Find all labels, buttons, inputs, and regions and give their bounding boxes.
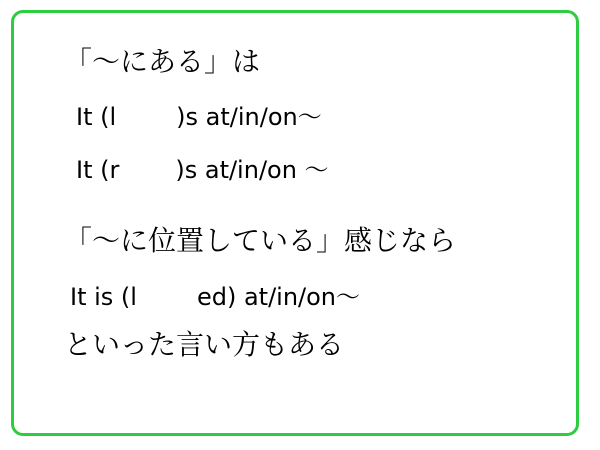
example-2-prefix: It (r xyxy=(76,156,120,184)
example-1-suffix: )s at/in/on～ xyxy=(176,103,322,131)
example-1-prefix: It (l xyxy=(76,103,117,131)
example-3-prefix: It is (l xyxy=(70,283,137,311)
heading-ichi-shiteiru: 「～に位置している」感じなら xyxy=(64,224,457,257)
footer-note: といった言い方もある xyxy=(64,328,345,361)
heading-niaru: 「～にある」は xyxy=(64,45,261,78)
example-3-suffix: ed) at/in/on～ xyxy=(196,283,361,311)
example-line-3 xyxy=(70,285,360,309)
example-2-suffix: )s at/in/on ～ xyxy=(175,156,329,184)
example-line-2 xyxy=(76,158,329,182)
example-line-1 xyxy=(76,105,322,129)
